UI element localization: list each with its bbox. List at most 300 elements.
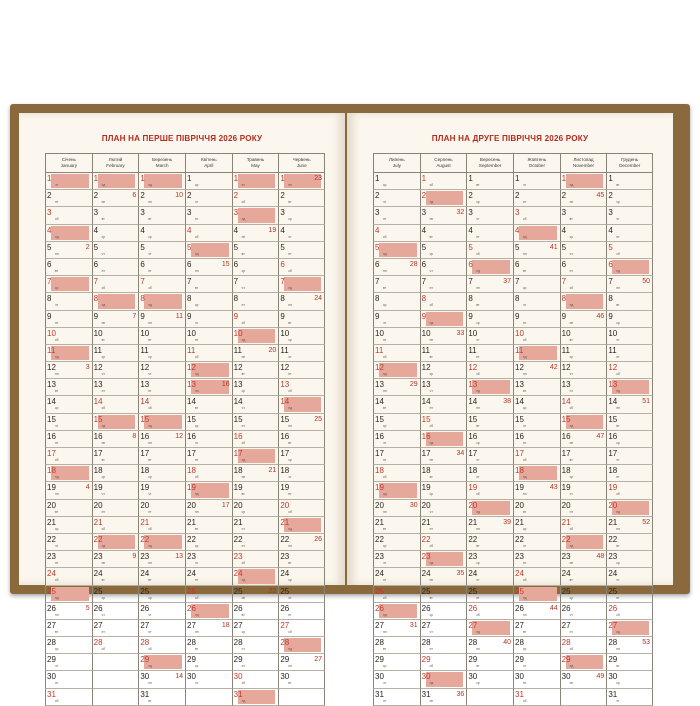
day-cell — [232, 396, 279, 413]
weekday-abbr: пт — [55, 440, 59, 445]
day-number: 11 — [140, 345, 149, 355]
day-cell — [138, 414, 185, 431]
day-cell — [560, 242, 607, 259]
day-cell — [92, 568, 139, 585]
day-cell — [45, 465, 92, 482]
day-cell — [45, 328, 92, 345]
weekday-abbr: вт — [101, 337, 105, 342]
weekday-abbr: чт — [523, 303, 527, 308]
day-number: 26 — [608, 603, 618, 613]
day-cell — [513, 311, 560, 328]
weekday-abbr: ср — [616, 320, 620, 325]
day-number: 19 — [421, 483, 431, 493]
day-number: 30 — [47, 672, 56, 682]
month-name-en: March — [155, 162, 169, 168]
day-cell — [560, 534, 607, 551]
day-cell — [420, 517, 467, 534]
day-cell — [373, 207, 420, 224]
weekday-abbr: ср — [288, 458, 292, 462]
day-cell — [373, 637, 420, 654]
week-number: 49 — [596, 673, 605, 681]
day-cell — [232, 448, 279, 465]
day-row — [373, 379, 653, 396]
day-number: 21 — [468, 517, 478, 527]
day-number: 8 — [515, 294, 520, 304]
day-number: 25 — [421, 586, 431, 596]
day-number: 25 — [187, 586, 196, 596]
weekday-abbr: нд — [523, 354, 527, 359]
day-cell — [232, 431, 279, 448]
day-number: 22 — [187, 534, 196, 544]
weekday-abbr: чт — [383, 440, 387, 445]
weekday-abbr: ср — [616, 561, 620, 566]
weekday-abbr: вт — [288, 320, 292, 325]
day-number: 2 — [561, 191, 567, 201]
weekday-abbr: чт — [55, 543, 59, 548]
weekday-abbr: чт — [476, 337, 480, 342]
weekday-abbr: вт — [616, 543, 620, 548]
day-number: 4 — [47, 225, 52, 235]
week-number: 36 — [456, 690, 465, 698]
day-cell — [606, 173, 653, 190]
weekday-abbr: пн — [55, 492, 59, 497]
weekday-abbr: пн — [383, 509, 387, 514]
weekday-abbr: пн — [288, 183, 292, 187]
month-name-ua: Липень — [389, 157, 405, 162]
day-number: 12 — [280, 363, 290, 373]
weekday-abbr: ср — [383, 303, 387, 308]
day-number: 6 — [375, 259, 380, 269]
day-cell — [466, 242, 513, 259]
weekday-abbr: сб — [148, 647, 152, 652]
weekday-abbr: чт — [569, 372, 573, 377]
day-number: 28 — [280, 638, 290, 648]
day-cell — [185, 551, 232, 568]
day-cell — [466, 431, 513, 448]
day-number: 14 — [93, 397, 103, 407]
day-number: 11 — [93, 345, 102, 355]
day-cell — [92, 620, 139, 637]
day-number: 13 — [187, 380, 196, 390]
weekday-abbr: пн — [55, 612, 59, 617]
day-number: 13 — [47, 380, 56, 390]
day-number: 21 — [187, 517, 196, 527]
weekday-abbr: пн — [616, 526, 620, 531]
day-cell — [466, 654, 513, 671]
day-number: 5 — [233, 242, 239, 252]
day-cell — [466, 293, 513, 310]
day-cell — [560, 293, 607, 310]
weekday-abbr: сб — [101, 647, 106, 652]
weekday-abbr: вт — [148, 698, 152, 703]
day-cell — [45, 500, 92, 517]
week-number: 42 — [549, 364, 558, 372]
day-number: 6 — [421, 259, 427, 269]
weekday-abbr: нд — [195, 372, 199, 377]
weekday-abbr: нд — [195, 612, 199, 617]
day-cell — [513, 328, 560, 345]
day-cell — [185, 207, 232, 224]
day-cell — [560, 448, 607, 465]
day-number: 25 — [93, 586, 103, 596]
day-cell — [513, 345, 560, 362]
weekday-abbr: пн — [429, 337, 434, 342]
weekday-abbr: вт — [101, 578, 105, 583]
day-number: 7 — [468, 277, 473, 287]
week-number: 30 — [409, 501, 418, 509]
month-header — [606, 153, 653, 173]
day-row — [45, 689, 325, 706]
weekday-abbr: сб — [523, 337, 527, 342]
weekday-abbr: чт — [569, 251, 573, 256]
day-cell — [45, 637, 92, 654]
weekday-abbr: вт — [476, 664, 480, 669]
day-cell — [420, 173, 467, 190]
day-cell — [185, 414, 232, 431]
day-number: 12 — [375, 363, 384, 373]
month-name — [374, 154, 420, 168]
day-number: 3 — [140, 208, 145, 218]
day-cell — [606, 431, 653, 448]
day-number: 22 — [561, 534, 571, 544]
weekday-abbr: нд — [55, 354, 59, 359]
day-cell — [420, 568, 467, 585]
day-cell — [278, 603, 325, 620]
week-number: 7 — [132, 312, 137, 320]
day-number: 6 — [47, 259, 52, 269]
day-number: 9 — [187, 311, 192, 321]
day-number: 29 — [280, 655, 290, 665]
month-name — [561, 154, 607, 168]
month-header — [185, 153, 232, 173]
day-row — [45, 328, 325, 345]
day-cell — [185, 311, 232, 328]
weekday-abbr: нд — [523, 234, 527, 239]
day-number: 19 — [93, 483, 103, 493]
day-row — [45, 259, 325, 276]
day-cell — [373, 190, 420, 207]
day-cell — [560, 379, 607, 396]
weekday-abbr: пн — [55, 372, 59, 377]
month-header — [45, 153, 92, 173]
day-number: 20 — [421, 500, 431, 510]
day-cell — [560, 671, 607, 688]
day-number: 17 — [280, 449, 290, 458]
day-cell — [45, 551, 92, 568]
weekday-abbr: пт — [241, 303, 245, 308]
day-cell — [420, 362, 467, 379]
weekday-abbr: пт — [101, 389, 105, 394]
day-number: 8 — [561, 294, 567, 304]
day-cell — [560, 654, 607, 671]
day-cell — [420, 448, 467, 465]
day-number: 26 — [280, 603, 290, 613]
day-number: 12 — [421, 363, 431, 373]
day-cell — [278, 414, 325, 431]
day-number: 20 — [280, 500, 290, 510]
day-cell — [278, 448, 325, 465]
day-cell — [278, 225, 325, 242]
weekday-abbr: ср — [55, 647, 59, 652]
day-number: 17 — [515, 449, 524, 458]
day-number: 25 — [280, 586, 290, 596]
week-number: 19 — [268, 226, 277, 234]
weekday-abbr: вт — [569, 578, 573, 583]
day-cell — [560, 637, 607, 654]
week-number: 50 — [642, 278, 650, 286]
day-number: 26 — [93, 603, 103, 613]
weekday-abbr: сб — [523, 698, 527, 703]
weekday-abbr: чт — [241, 406, 245, 411]
weekday-abbr: пт — [148, 509, 152, 514]
day-number: 9 — [47, 311, 52, 321]
month-name-en: June — [296, 162, 307, 168]
weekday-abbr: вт — [476, 423, 480, 428]
weekday-abbr: сб — [429, 664, 434, 669]
day-number: 17 — [468, 449, 478, 458]
day-cell — [606, 689, 653, 706]
weekday-abbr: ср — [616, 681, 620, 686]
weekday-abbr: вт — [288, 200, 292, 205]
day-number: 11 — [47, 345, 56, 355]
day-number: 17 — [47, 449, 56, 458]
week-number: 41 — [549, 243, 558, 251]
weekday-abbr: чт — [101, 492, 105, 497]
weekday-abbr: пт — [616, 475, 620, 480]
day-cell — [92, 242, 139, 259]
day-row — [45, 431, 325, 448]
weekday-abbr: пт — [383, 458, 387, 462]
weekday-abbr: пн — [476, 647, 480, 652]
weekday-abbr: пт — [288, 492, 292, 497]
day-cell — [185, 534, 232, 551]
day-cell — [373, 414, 420, 431]
day-number: 23 — [608, 552, 618, 562]
day-number: 11 — [608, 345, 617, 355]
day-number: 4 — [421, 225, 427, 235]
weekday-abbr: сб — [429, 543, 434, 548]
weekday-abbr: ср — [429, 612, 434, 617]
weekday-abbr: вт — [476, 543, 480, 548]
weekday-abbr: сб — [476, 492, 480, 497]
day-cell — [92, 207, 139, 224]
week-number: 23 — [314, 175, 322, 182]
weekday-abbr: пн — [383, 389, 387, 394]
weekday-abbr: чт — [241, 526, 245, 531]
weekday-abbr: сб — [429, 423, 434, 428]
day-cell — [185, 276, 232, 293]
day-cell — [606, 311, 653, 328]
month-header — [560, 153, 607, 173]
day-number: 30 — [375, 672, 384, 682]
month-name-en: October — [528, 162, 545, 168]
weekday-abbr: пт — [101, 509, 105, 514]
week-number: 53 — [642, 639, 650, 647]
week-number: 18 — [221, 621, 230, 629]
weekday-abbr: чт — [148, 612, 152, 617]
day-row — [45, 414, 325, 431]
weekday-abbr: сб — [101, 526, 106, 531]
day-cell — [232, 586, 279, 603]
day-cell — [45, 173, 92, 190]
day-row — [373, 465, 653, 482]
weekday-abbr: нд — [241, 578, 246, 583]
weekday-abbr: пт — [476, 234, 480, 239]
day-number: 28 — [187, 638, 196, 648]
month-name-en: August — [436, 162, 451, 168]
day-cell — [92, 586, 139, 603]
weekday-abbr: пт — [101, 268, 105, 273]
day-cell — [373, 689, 420, 706]
day-cell — [466, 620, 513, 637]
weekday-abbr: чт — [55, 303, 59, 308]
month-name-ua: Березень — [152, 157, 173, 162]
day-cell — [373, 465, 420, 482]
day-number: 8 — [47, 294, 52, 304]
day-number: 8 — [280, 294, 285, 304]
weekday-abbr: нд — [569, 664, 574, 669]
day-row — [373, 207, 653, 224]
day-cell — [138, 276, 185, 293]
day-number: 16 — [140, 431, 150, 441]
day-cell — [278, 517, 325, 534]
day-cell — [278, 362, 325, 379]
weekday-abbr: пн — [55, 251, 59, 256]
day-number: 14 — [187, 397, 196, 407]
day-number: 30 — [140, 672, 150, 682]
day-number: 14 — [47, 397, 56, 407]
day-number: 7 — [233, 277, 239, 287]
weekday-abbr: нд — [101, 303, 106, 308]
day-number: 1 — [233, 174, 239, 183]
weekday-abbr: ср — [523, 526, 527, 531]
month-name-ua: Квітень — [200, 157, 217, 162]
day-number: 15 — [468, 414, 478, 424]
weekday-abbr: сб — [616, 612, 620, 617]
weekday-abbr: ср — [616, 200, 620, 205]
day-cell — [560, 173, 607, 190]
day-row — [373, 586, 653, 603]
day-cell — [420, 586, 467, 603]
weekday-abbr: чт — [429, 509, 433, 514]
week-number: 40 — [503, 639, 511, 647]
day-number: 10 — [561, 328, 571, 338]
day-cell — [278, 620, 325, 637]
day-number: 5 — [468, 242, 473, 252]
month-header-row — [45, 153, 325, 173]
weekday-abbr: сб — [101, 406, 106, 411]
day-cell — [513, 259, 560, 276]
day-number: 8 — [187, 294, 192, 304]
day-cell — [513, 276, 560, 293]
day-number: 24 — [375, 569, 384, 579]
day-number: 23 — [421, 552, 431, 562]
weekday-abbr: чт — [288, 234, 292, 239]
day-number: 16 — [375, 431, 384, 441]
day-cell — [466, 276, 513, 293]
day-row — [373, 534, 653, 551]
day-cell — [278, 328, 325, 345]
day-row — [45, 396, 325, 413]
day-number: 29 — [421, 655, 431, 665]
day-number: 24 — [47, 569, 56, 579]
weekday-abbr: ср — [148, 595, 152, 600]
day-number: 5 — [561, 242, 567, 252]
day-number: 16 — [280, 431, 290, 441]
day-cell — [232, 311, 279, 328]
day-cell — [92, 637, 139, 654]
day-row — [45, 448, 325, 465]
day-number: 25 — [47, 586, 56, 596]
weekday-abbr: пн — [195, 629, 199, 634]
weekday-abbr: сб — [195, 475, 199, 480]
day-number: 14 — [515, 397, 524, 407]
day-cell — [420, 225, 467, 242]
day-number: 22 — [93, 534, 103, 544]
day-number: 21 — [375, 517, 384, 527]
weekday-abbr: пт — [523, 681, 527, 686]
month-name — [46, 154, 92, 168]
day-number: 21 — [140, 517, 150, 527]
day-number: 12 — [140, 363, 150, 373]
day-cell — [560, 345, 607, 362]
week-number: 46 — [596, 312, 605, 320]
weekday-abbr: ср — [476, 320, 480, 325]
day-row — [373, 414, 653, 431]
day-row — [45, 551, 325, 568]
weekday-abbr: ср — [241, 509, 246, 514]
weekday-abbr: нд — [569, 183, 574, 187]
day-cell — [466, 328, 513, 345]
weekday-abbr: нд — [476, 509, 480, 514]
day-number: 2 — [375, 191, 380, 201]
day-cell — [373, 500, 420, 517]
day-cell — [232, 379, 279, 396]
day-cell — [466, 603, 513, 620]
week-number: 5 — [85, 604, 90, 612]
day-number: 1 — [47, 174, 52, 183]
day-row — [45, 311, 325, 328]
weekday-abbr: пн — [429, 578, 434, 583]
day-cell — [606, 225, 653, 242]
weekday-abbr: вт — [195, 286, 199, 291]
day-cell — [560, 225, 607, 242]
weekday-abbr: пн — [148, 440, 152, 445]
day-number: 8 — [468, 294, 473, 304]
day-number: 20 — [468, 500, 478, 510]
day-cell — [420, 396, 467, 413]
weekday-abbr: вт — [616, 183, 620, 187]
day-cell — [232, 671, 279, 688]
day-number: 11 — [280, 345, 289, 355]
day-row — [373, 259, 653, 276]
weekday-abbr: пн — [195, 268, 199, 273]
week-number: 31 — [409, 621, 418, 629]
weekday-abbr: сб — [55, 578, 59, 583]
day-cell — [420, 500, 467, 517]
weekday-abbr: вт — [195, 406, 199, 411]
day-cell — [185, 654, 232, 671]
weekday-abbr: сб — [616, 492, 620, 497]
day-number: 15 — [187, 414, 196, 424]
day-number: 19 — [561, 483, 571, 493]
weekday-abbr: пн — [569, 681, 574, 686]
weekday-abbr: чт — [195, 681, 199, 686]
day-cell — [138, 345, 185, 362]
day-cell — [92, 345, 139, 362]
day-number: 18 — [47, 466, 56, 476]
day-number: 1 — [515, 174, 520, 183]
